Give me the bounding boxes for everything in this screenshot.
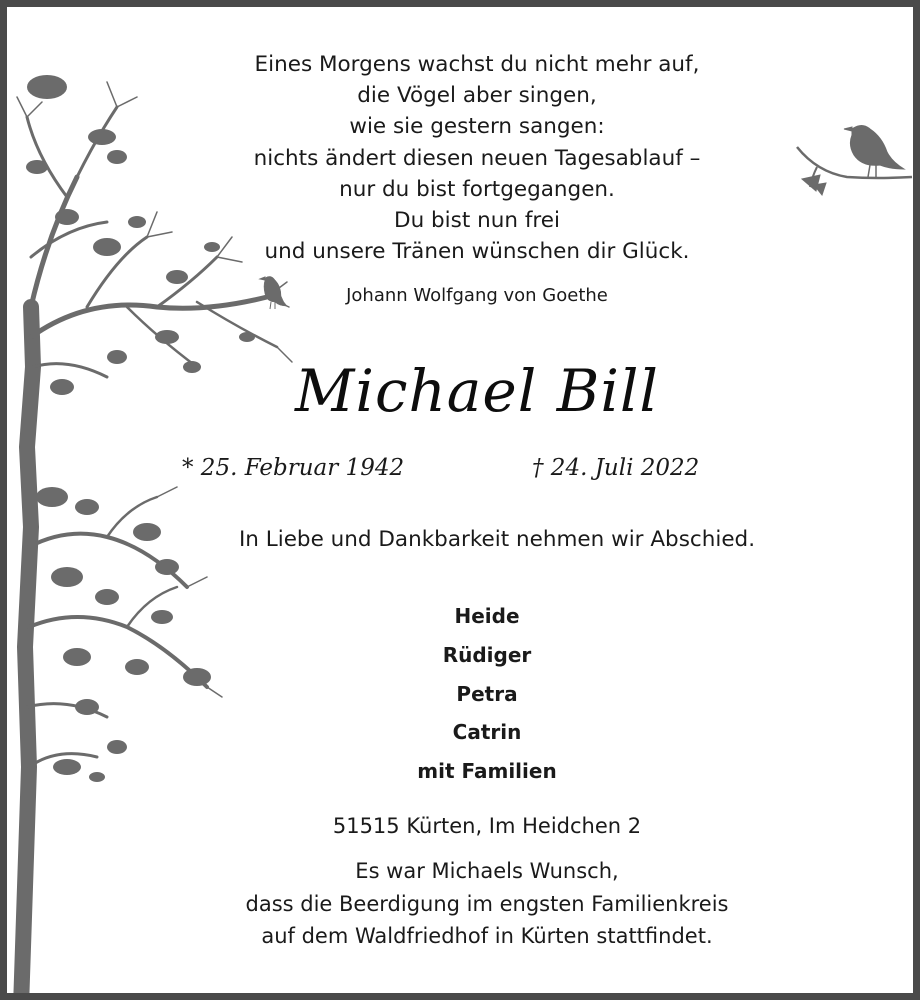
poem-line: Eines Morgens wachst du nicht mehr auf, [254, 52, 700, 77]
poem-line: wie sie gestern sangen: [349, 114, 605, 140]
family-address: 51515 Kürten, Im Heidchen 2 [332, 814, 642, 838]
poem [147, 49, 807, 267]
poem-line: und unsere Tränen wünschen dir Glück. [264, 239, 690, 265]
mourner-name: Catrin [452, 720, 522, 745]
mourner-name: mit Familien [417, 759, 557, 784]
farewell-text: In Liebe und Dankbarkeit nehmen wir Abschied. [238, 527, 756, 552]
mourner-name: Heide [454, 604, 520, 628]
poem-line: nichts ändert diesen neuen Tagesablauf – [253, 145, 701, 171]
mourners-list [307, 597, 667, 791]
poem-line: die Vögel aber singen, [357, 83, 597, 109]
mourner-name: Rüdiger [442, 642, 532, 667]
birth-date: * 25. Februar 1942 [182, 455, 405, 481]
deceased-name: Michael Bill [295, 357, 659, 425]
bird-on-branch-icon [792, 117, 917, 202]
burial-note-line: auf dem Waldfriedhof in Kürten stattfindet. [261, 924, 713, 948]
poem-line: Du bist nun frei [394, 208, 560, 234]
burial-note-line: Es war Michaels Wunsch, [355, 859, 619, 883]
poem-line: nur du bist fortgegangen. [339, 176, 615, 202]
burial-note-line: dass die Beerdigung im engsten Familienkreis [245, 891, 729, 916]
burial-note [137, 855, 837, 953]
death-date: † 24. Juli 2022 [532, 455, 700, 481]
poem-author: Johann Wolfgang von Goethe [346, 285, 608, 306]
mourner-name: Petra [456, 681, 518, 706]
